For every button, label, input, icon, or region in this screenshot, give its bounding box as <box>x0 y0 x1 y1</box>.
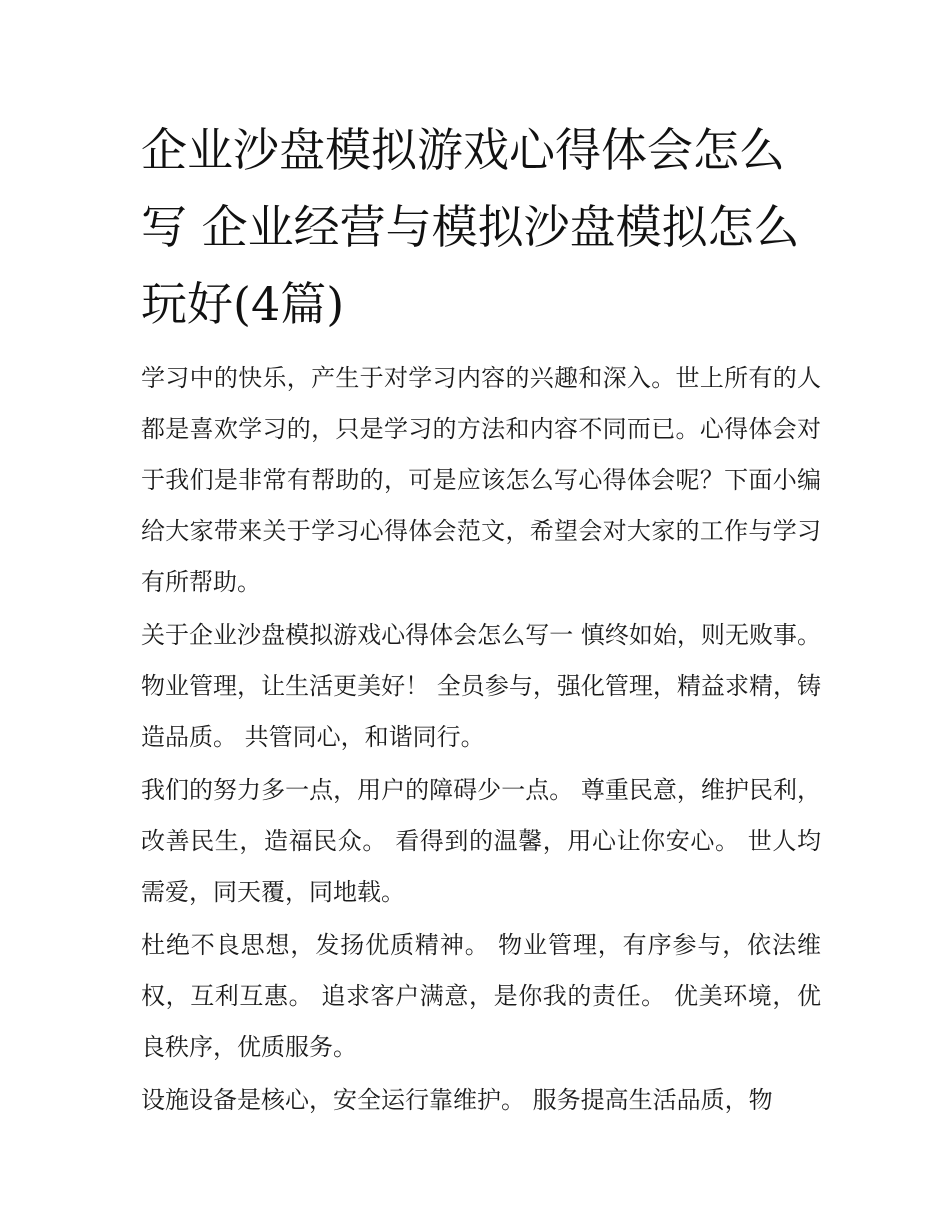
document-body <box>141 353 821 1128</box>
paragraph-intro: 学习中的快乐，产生于对学习内容的兴趣和深入。世上所有的人都是喜欢学习的，只是学习的方法和内容不同而已。心得体会对于我们是非常有帮助的，可是应该怎么写心得体会呢？下面小编给大家带来关于学习心得体会范文，希望会对大家的工作与学习有所帮助。 <box>141 364 821 596</box>
document-title: 企业沙盘模拟游戏心得体会怎么写 企业经营与模拟沙盘模拟怎么玩好(4篇) <box>141 123 800 331</box>
paragraph-slogans-4: 设施设备是核心，安全运行靠维护。 服务提高生活品质，物 <box>141 1086 773 1114</box>
paragraph-slogans-3: 杜绝不良思想，发扬优质精神。 物业管理，有序参与，依法维权，互利互惠。 追求客户满意，是你我的责任。 优美环境，优良秩序，优质服务。 <box>141 931 821 1061</box>
paragraph-slogans-1: 关于企业沙盘模拟游戏心得体会怎么写一 慎终如始，则无败事。 物业管理，让生活更美好！ 全员参与，强化管理，精益求精，铸造品质。 共管同心，和谐同行。 <box>141 621 821 751</box>
paragraph-slogans-2: 我们的努力多一点，用户的障碍少一点。 尊重民意，维护民利，改善民生，造福民众。 看得到的温馨，用心让你安心。 世人均需爱，同天覆，同地载。 <box>141 776 821 906</box>
